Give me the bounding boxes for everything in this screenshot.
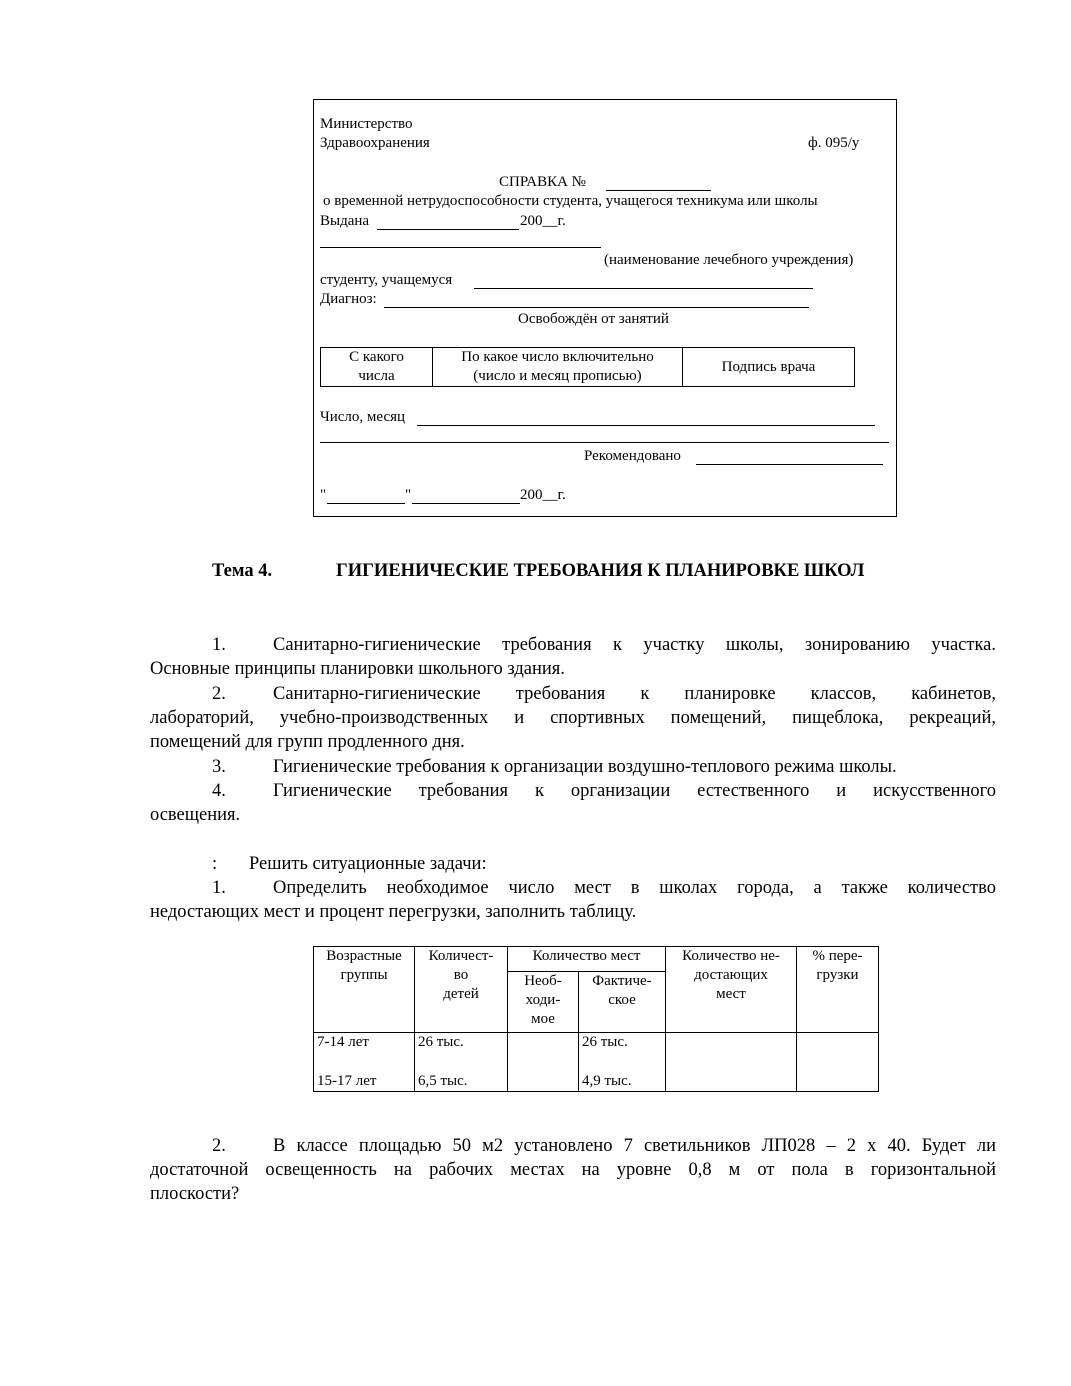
bottom-day-line[interactable] (327, 503, 405, 504)
diagnosis-line[interactable] (384, 307, 809, 308)
certificate-title: СПРАВКА № (499, 174, 586, 190)
list-item-number: 4. (212, 781, 226, 801)
doctor-signature-header: Подпись врача (683, 348, 855, 387)
table-cell-missing[interactable] (666, 1033, 797, 1092)
student-label: студенту, учащемуся (320, 272, 453, 288)
header-overload-percent: % пере- грузки (797, 947, 879, 1033)
header-needed: Необ- ходи- мое (508, 972, 579, 1033)
date-label: Число, месяц (320, 409, 406, 425)
header-missing-places: Количество не- достающих мест (666, 947, 797, 1033)
table-cell-count: 26 тыс. 6,5 тыс. (415, 1033, 508, 1092)
institution-line[interactable] (320, 247, 601, 248)
table-cell-age: 7-14 лет 15-17 лет (314, 1033, 415, 1092)
recommended-label: Рекомендовано (584, 448, 681, 464)
list-item-number: 1. (212, 635, 226, 655)
task2-text: В классе площадью 50 м2 установлено 7 светильников ЛП028 – 2 х 40. Будет ли (273, 1136, 996, 1156)
list-item: Санитарно-гигиенические требования к участку школы, зонированию участка. (273, 635, 996, 655)
issued-label: Выдана (320, 213, 370, 229)
bottom-quote-close: " (405, 487, 412, 503)
certificate-subtitle: о временной нетрудоспособности студента, учащегося техникума или школы (323, 193, 818, 209)
institution-note: (наименование лечебного учреждения) (604, 252, 854, 268)
table-cell-actual: 26 тыс. 4,9 тыс. (579, 1033, 666, 1092)
exempt-text: Освобождён от занятий (518, 311, 669, 327)
table-cell-overload[interactable] (797, 1033, 879, 1092)
list-item-number: 2. (212, 684, 226, 704)
tasks-label: Решить ситуационные задачи: (249, 854, 487, 874)
form-code: ф. 095/у (808, 135, 860, 151)
diagnosis-label: Диагноз: (320, 291, 377, 307)
exemption-table (320, 347, 855, 387)
list-item-continuation: помещений для групп продленного дня. (150, 732, 465, 752)
bottom-month-line[interactable] (412, 503, 520, 504)
extra-line[interactable] (320, 442, 889, 443)
certificate-number-line[interactable] (606, 190, 711, 191)
date-line[interactable] (417, 425, 875, 426)
recommended-line[interactable] (696, 464, 883, 465)
topic-label: Тема 4. (212, 561, 273, 581)
bottom-quote-open: " (320, 487, 327, 503)
task2-text-continuation: плоскости? (150, 1184, 240, 1204)
list-item-continuation: лабораторий, учебно-производственных и спортивных помещений, пищеблока, рекреаций, (150, 708, 996, 728)
list-item: Гигиенические требования к организации воздушно-теплового режима школы. (273, 757, 897, 777)
task2-number: 2. (212, 1136, 226, 1156)
issued-year: 200__г. (520, 213, 566, 229)
topic-title: ГИГИЕНИЧЕСКИЕ ТРЕБОВАНИЯ К ПЛАНИРОВКЕ ШКОЛ (336, 561, 865, 581)
list-item: Гигиенические требования к организации естественного и искусственного (273, 781, 996, 801)
school-places-table (313, 946, 879, 1092)
list-item-continuation: Основные принципы планировки школьного здания. (150, 659, 565, 679)
task2-text-continuation: достаточной освещенность на рабочих местах на уровне 0,8 м от пола в горизонтальной (150, 1160, 996, 1180)
list-item: Санитарно-гигиенические требования к планировке классов, кабинетов, (273, 684, 996, 704)
issued-date-line[interactable] (377, 229, 519, 230)
bottom-year: 200__г. (520, 487, 566, 503)
header-age-groups: Возрастные группы (314, 947, 415, 1033)
student-line[interactable] (474, 288, 813, 289)
ministry-line1: Министерство (320, 116, 413, 132)
header-actual: Фактиче- ское (579, 972, 666, 1033)
task1-text: Определить необходимое число мест в школах города, а также количество (273, 878, 996, 898)
from-date-header: С какого числа (321, 348, 433, 387)
header-children-count: Количест- во детей (415, 947, 508, 1033)
task1-number: 1. (212, 878, 226, 898)
list-item-continuation: освещения. (150, 805, 241, 825)
list-item-number: 3. (212, 757, 226, 777)
tasks-colon: : (212, 854, 218, 874)
to-date-header: По какое число включительно (число и месяц прописью) (433, 348, 683, 387)
table-cell-needed[interactable] (508, 1033, 579, 1092)
task1-text-continuation: недостающих мест и процент перегрузки, заполнить таблицу. (150, 902, 637, 922)
ministry-line2: Здравоохранения (320, 135, 430, 151)
header-places: Количество мест (508, 947, 666, 972)
